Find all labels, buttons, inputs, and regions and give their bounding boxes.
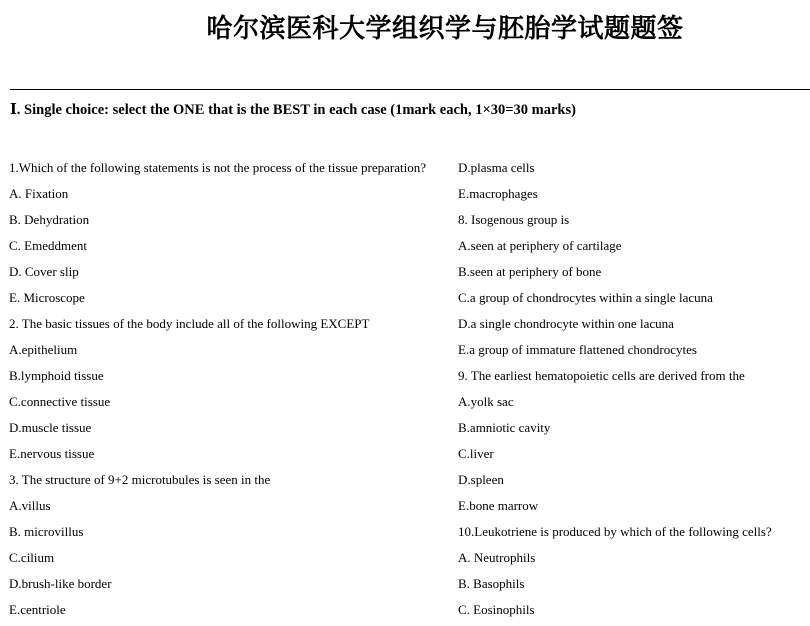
- option-line: D.muscle tissue: [9, 420, 92, 435]
- option-line: B.seen at periphery of bone: [458, 264, 602, 279]
- option-line: B. Basophils: [458, 576, 525, 591]
- option-line: C.connective tissue: [9, 394, 111, 409]
- section-heading: Ⅰ. Single choice: select the ONE that is the BEST in each case (1mark each, 1×30=30 marks): [10, 102, 576, 118]
- option-line: C.a group of chondrocytes within a single lacuna: [458, 290, 713, 305]
- question-line: 8. Isogenous group is: [458, 212, 570, 227]
- option-line: E.a group of immature flattened chondrocytes: [458, 342, 697, 357]
- horizontal-divider: [10, 89, 810, 90]
- option-line: E.nervous tissue: [9, 446, 95, 461]
- option-line: D.plasma cells: [458, 160, 535, 175]
- option-line: D. Cover slip: [9, 264, 79, 279]
- question-line: 3. The structure of 9+2 microtubules is seen in the: [9, 472, 271, 487]
- option-line: B. Dehydration: [9, 212, 90, 227]
- option-line: A.yolk sac: [458, 394, 514, 409]
- option-line: D.spleen: [458, 472, 504, 487]
- option-line: C. Emeddment: [9, 238, 87, 253]
- option-line: B. microvillus: [9, 524, 84, 539]
- option-line: B.lymphoid tissue: [9, 368, 104, 383]
- option-line: A.villus: [9, 498, 51, 513]
- option-line: C.cilium: [9, 550, 55, 565]
- option-line: E. Microscope: [9, 290, 85, 305]
- option-line: D.a single chondrocyte within one lacuna: [458, 316, 674, 331]
- option-line: A.epithelium: [9, 342, 78, 357]
- option-line: E.centriole: [9, 602, 66, 617]
- option-line: E.bone marrow: [458, 498, 539, 513]
- question-line: 10.Leukotriene is produced by which of the following cells?: [458, 524, 772, 539]
- option-line: B.amniotic cavity: [458, 420, 551, 435]
- option-line: D.brush-like border: [9, 576, 112, 591]
- left-column: [9, 158, 449, 626]
- right-column: [458, 158, 808, 626]
- question-line: 2. The basic tissues of the body include all of the following EXCEPT: [9, 316, 370, 331]
- question-line: 1.Which of the following statements is not the process of the tissue preparation?: [9, 160, 426, 175]
- exam-title: 哈尔滨医科大学组织学与胚胎学试题题签: [206, 14, 684, 44]
- option-line: E.macrophages: [458, 186, 538, 201]
- question-line: 9. The earliest hematopoietic cells are derived from the: [458, 368, 745, 383]
- option-line: A.seen at periphery of cartilage: [458, 238, 622, 253]
- option-line: A. Fixation: [9, 186, 69, 201]
- option-line: C. Eosinophils: [458, 602, 535, 617]
- option-line: A. Neutrophils: [458, 550, 536, 565]
- option-line: C.liver: [458, 446, 494, 461]
